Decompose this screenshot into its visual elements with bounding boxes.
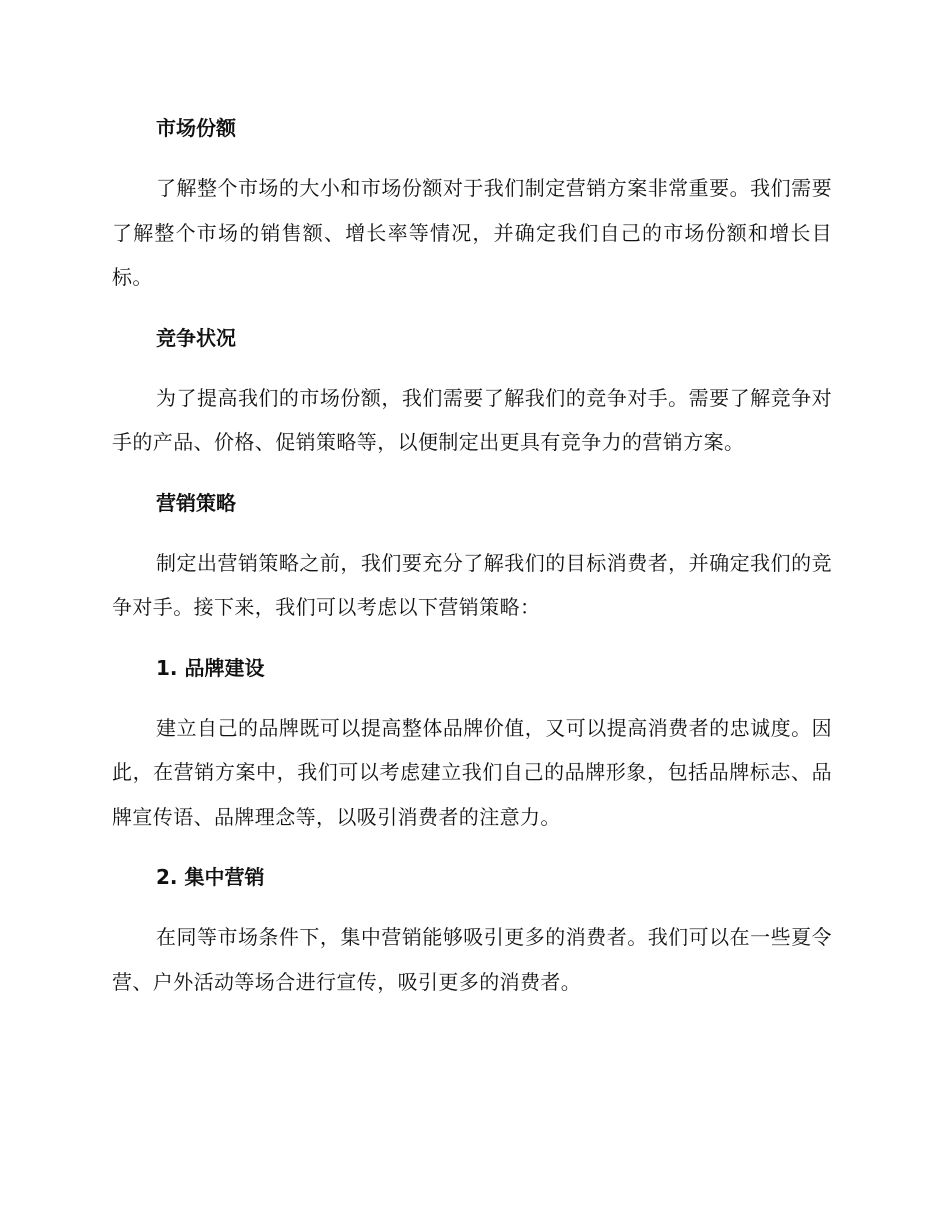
section-heading-market-share: 市场份额	[156, 116, 236, 140]
section-heading-marketing-strategy: 营销策略	[156, 490, 236, 515]
section-heading-brand-building: 1. 品牌建设	[156, 655, 265, 680]
section-paragraph-focused-marketing: 在同等市场条件下，集中营销能够吸引更多的消费者。我们可以在一些夏令营、户外活动等场合进行宣传，吸引更多的消费者。	[112, 925, 832, 994]
section-paragraph-competition: 为了提高我们的市场份额，我们需要了解我们的竞争对手。需要了解竞争对手的产品、价格、促销策略等，以便制定出更具有竞争力的营销方案。	[112, 385, 832, 454]
section-heading-competition: 竞争状况	[156, 325, 236, 350]
section-paragraph-brand-building: 建立自己的品牌既可以提高整体品牌价值，又可以提高消费者的忠诚度。因此，在营销方案中，我们可以考虑建立我们自己的品牌形象，包括品牌标志、品牌宣传语、品牌理念等，以吸引消费者的注意力。	[112, 715, 832, 829]
document-page	[112, 106, 832, 1004]
section-paragraph-marketing-strategy: 制定出营销策略之前，我们要充分了解我们的目标消费者，并确定我们的竞争对手。接下来，我们可以考虑以下营销策略：	[112, 550, 832, 619]
section-heading-focused-marketing: 2. 集中营销	[156, 865, 265, 889]
section-paragraph-market-share: 了解整个市场的大小和市场份额对于我们制定营销方案非常重要。我们需要了解整个市场的销售额、增长率等情况，并确定我们自己的市场份额和增长目标。	[112, 176, 832, 289]
